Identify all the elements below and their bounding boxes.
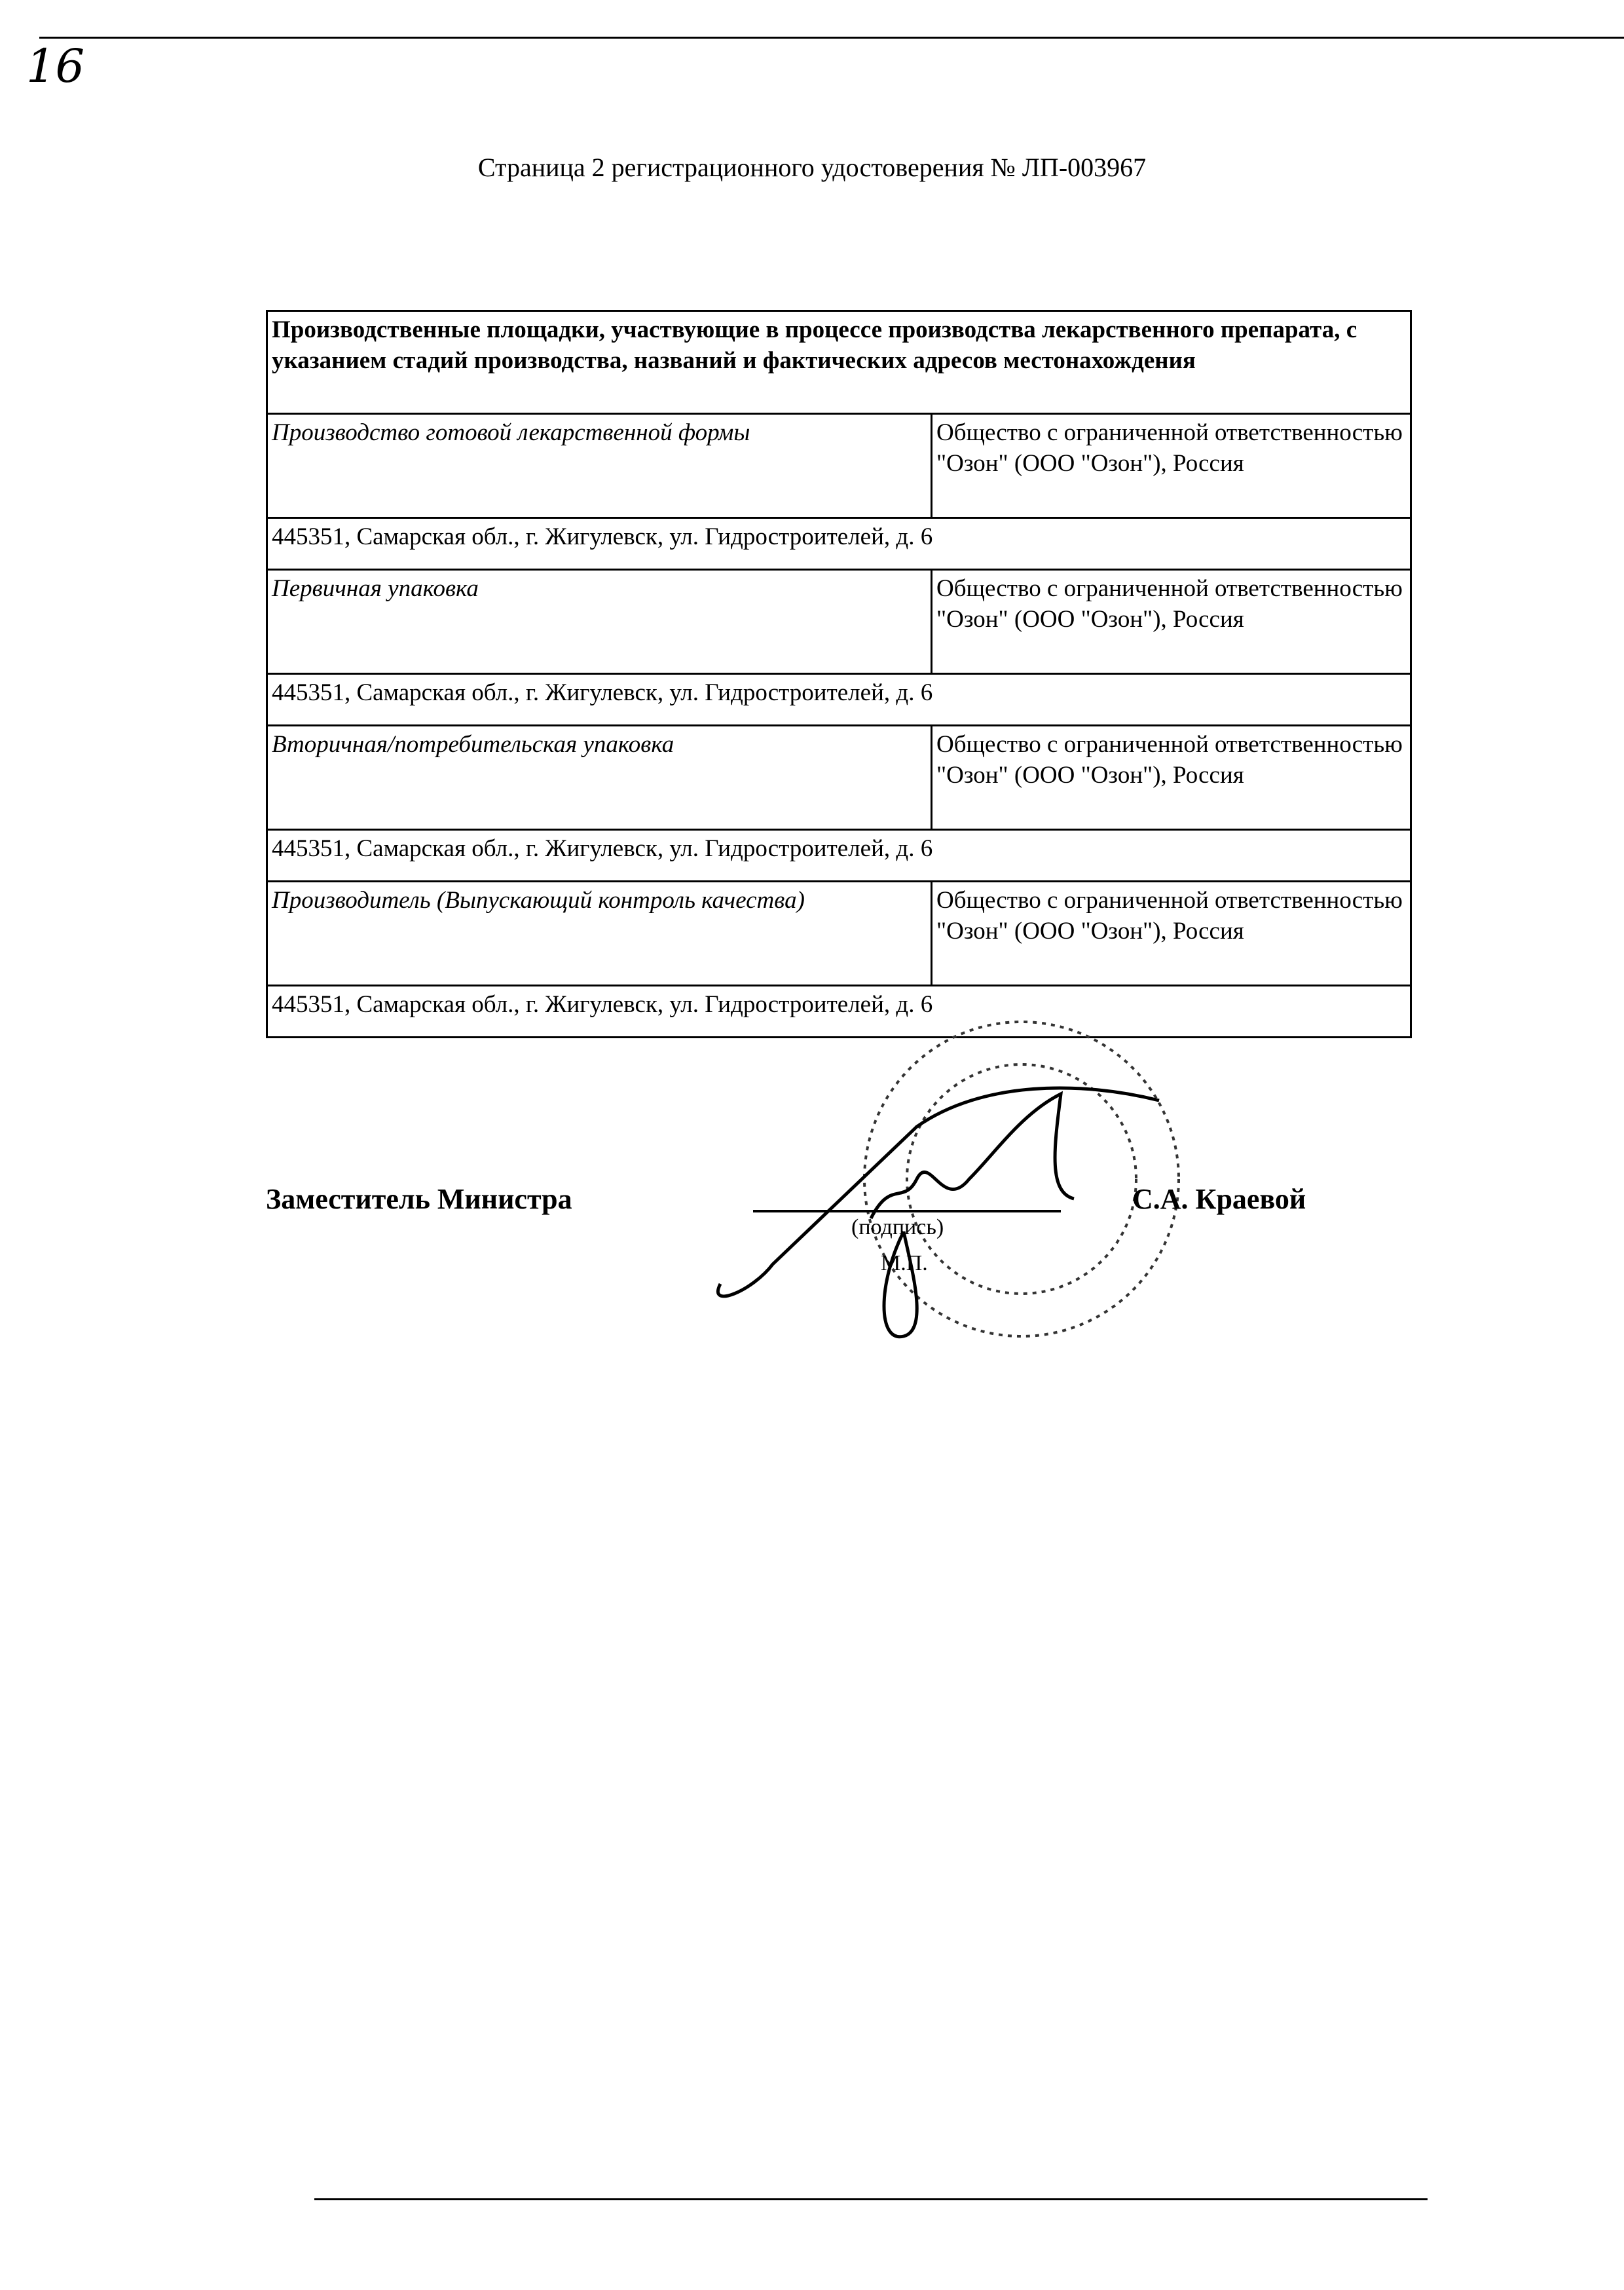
signature-line xyxy=(753,1210,1061,1212)
stage-cell: Первичная упаковка xyxy=(267,570,932,674)
official-stamp xyxy=(864,1022,1179,1336)
handwritten-page-number: 16 xyxy=(26,39,85,93)
stage-cell: Производство готовой лекарственной формы xyxy=(267,414,932,518)
stage-cell: Вторичная/потребительская упаковка xyxy=(267,726,932,830)
seal-caption: М.П. xyxy=(881,1251,928,1275)
organization-cell: Общество с ограниченной ответственностью "Озон" (ООО "Озон"), Россия xyxy=(932,882,1411,986)
organization-cell: Общество с ограниченной ответственностью "Озон" (ООО "Озон"), Россия xyxy=(932,570,1411,674)
signer-position: Заместитель Министра xyxy=(266,1183,572,1215)
address-cell: 445351, Самарская обл., г. Жигулевск, ул. Гидростроителей, д. 6 xyxy=(267,518,1411,570)
stage-cell: Производитель (Выпускающий контроль качества) xyxy=(267,882,932,986)
organization-cell: Общество с ограниченной ответственностью "Озон" (ООО "Озон"), Россия xyxy=(932,414,1411,518)
address-cell: 445351, Самарская обл., г. Жигулевск, ул. Гидростроителей, д. 6 xyxy=(267,674,1411,726)
address-cell: 445351, Самарская обл., г. Жигулевск, ул. Гидростроителей, д. 6 xyxy=(267,830,1411,882)
signature-caption: (подпись) xyxy=(851,1215,944,1239)
address-cell: 445351, Самарская обл., г. Жигулевск, ул. Гидростроителей, д. 6 xyxy=(267,986,1411,1038)
signer-name: С.А. Краевой xyxy=(1132,1183,1306,1215)
page-header: Страница 2 регистрационного удостоверения № ЛП-003967 xyxy=(477,153,1147,182)
table-header: Производственные площадки, участвующие в процессе производства лекарственного препарата, с указанием стадий производства, названий и фактических адресов местонахождения xyxy=(267,311,1411,414)
organization-cell: Общество с ограниченной ответственностью "Озон" (ООО "Озон"), Россия xyxy=(932,726,1411,830)
